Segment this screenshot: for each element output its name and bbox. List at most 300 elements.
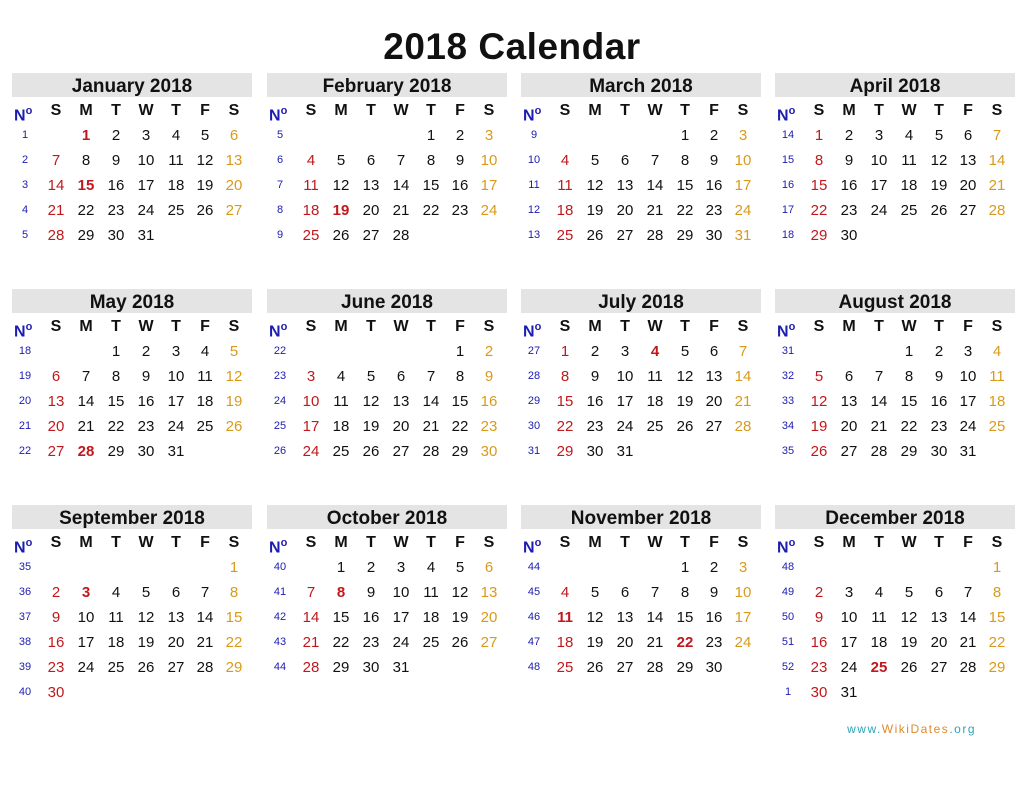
day-cell: 21 — [422, 418, 440, 435]
month-title: September 2018 — [12, 505, 252, 529]
day-cell: 14 — [646, 177, 664, 194]
day-cell: 16 — [451, 177, 469, 194]
weekday-header: T — [680, 318, 690, 335]
week-number: 6 — [276, 154, 284, 166]
day-cell: 15 — [77, 177, 95, 194]
day-cell: 17 — [480, 177, 498, 194]
week-number-header — [267, 101, 299, 125]
day-cell: 3 — [141, 127, 151, 144]
week-number-header — [521, 533, 553, 557]
day-cell: 29 — [810, 227, 828, 244]
day-cell: 30 — [810, 684, 828, 701]
day-cell: 24 — [167, 418, 185, 435]
week-number: 50 — [781, 611, 795, 623]
day-cell: 9 — [709, 152, 719, 169]
day-cell: 14 — [422, 393, 440, 410]
day-cell: 16 — [586, 393, 604, 410]
day-cell: 15 — [225, 609, 243, 626]
day-cell: 9 — [934, 368, 944, 385]
weekday-header: M — [334, 318, 348, 335]
day-cell: 4 — [171, 127, 181, 144]
day-cell: 28 — [302, 659, 320, 676]
week-number: 26 — [273, 445, 287, 457]
month-july — [521, 289, 761, 489]
day-cell: 16 — [705, 609, 723, 626]
day-cell: 4 — [904, 127, 914, 144]
day-cell: 10 — [480, 152, 498, 169]
week-number-header-sup: o — [788, 105, 796, 117]
day-cell: 5 — [455, 559, 465, 576]
day-cell: 11 — [901, 152, 917, 169]
day-cell: 6 — [366, 152, 376, 169]
day-cell: 7 — [51, 152, 61, 169]
day-cell: 31 — [167, 443, 185, 460]
day-cell: 12 — [196, 152, 214, 169]
week-number: 37 — [18, 611, 32, 623]
day-cell: 18 — [556, 634, 574, 651]
day-cell: 12 — [225, 368, 243, 385]
day-cell: 5 — [336, 152, 346, 169]
week-number-header-sup: o — [534, 105, 542, 117]
day-cell: 23 — [705, 634, 723, 651]
day-cell: 3 — [171, 343, 181, 360]
day-cell: 21 — [392, 202, 410, 219]
weekday-header: T — [680, 102, 690, 119]
day-cell: 3 — [396, 559, 406, 576]
day-cell: 11 — [303, 177, 319, 194]
day-cell: 2 — [709, 127, 719, 144]
weekday-header: T — [934, 318, 944, 335]
day-cell: 3 — [738, 559, 748, 576]
week-number: 42 — [273, 611, 287, 623]
week-number: 3 — [21, 179, 29, 191]
day-cell: 28 — [646, 227, 664, 244]
week-number-header-sup: o — [534, 321, 542, 333]
weekday-header: F — [200, 102, 210, 119]
day-cell: 11 — [168, 152, 184, 169]
week-number: 47 — [527, 636, 541, 648]
week-number: 24 — [273, 395, 287, 407]
day-cell: 3 — [81, 584, 91, 601]
weekday-header: T — [874, 102, 884, 119]
day-cell: 10 — [167, 368, 185, 385]
day-cell: 1 — [111, 343, 121, 360]
day-cell: 21 — [988, 177, 1006, 194]
day-cell: 11 — [557, 177, 573, 194]
week-number: 2 — [21, 154, 29, 166]
day-cell: 17 — [167, 393, 185, 410]
day-cell: 9 — [484, 368, 494, 385]
day-cell: 14 — [988, 152, 1006, 169]
week-number-header-letter: N — [777, 539, 789, 557]
day-cell: 18 — [107, 634, 125, 651]
weekday-header: F — [200, 534, 210, 551]
month-february — [267, 73, 507, 273]
day-cell: 4 — [992, 343, 1002, 360]
day-cell: 27 — [480, 634, 498, 651]
day-cell: 16 — [840, 177, 858, 194]
day-cell: 24 — [137, 202, 155, 219]
day-cell: 26 — [810, 443, 828, 460]
day-cell: 27 — [362, 227, 380, 244]
weekday-header: M — [842, 534, 856, 551]
week-number: 29 — [527, 395, 541, 407]
day-cell: 8 — [904, 368, 914, 385]
weekday-header: S — [228, 318, 240, 335]
day-cell: 4 — [336, 368, 346, 385]
day-cell: 2 — [111, 127, 121, 144]
day-cell: 17 — [959, 393, 977, 410]
week-number-header-sup: o — [25, 105, 33, 117]
day-cell: 12 — [930, 152, 948, 169]
day-cell: 13 — [616, 177, 634, 194]
day-cell: 15 — [988, 609, 1006, 626]
day-cell: 18 — [302, 202, 320, 219]
day-cell: 9 — [814, 609, 824, 626]
day-cell: 27 — [930, 659, 948, 676]
day-cell: 13 — [959, 152, 977, 169]
weekday-header: T — [934, 102, 944, 119]
weekday-header: T — [171, 102, 181, 119]
day-cell: 22 — [900, 418, 918, 435]
day-cell: 8 — [426, 152, 436, 169]
month-title: December 2018 — [775, 505, 1015, 529]
day-cell: 16 — [107, 177, 125, 194]
week-number-header-letter: N — [14, 539, 26, 557]
day-cell: 19 — [362, 418, 380, 435]
day-cell: 25 — [196, 418, 214, 435]
day-cell: 17 — [302, 418, 320, 435]
day-cell: 5 — [590, 584, 600, 601]
day-cell: 6 — [620, 584, 630, 601]
day-cell: 3 — [874, 127, 884, 144]
day-cell: 2 — [934, 343, 944, 360]
day-cell: 7 — [874, 368, 884, 385]
month-title: July 2018 — [521, 289, 761, 313]
weekday-header: M — [79, 534, 93, 551]
day-cell: 26 — [900, 659, 918, 676]
week-number-header-letter: N — [269, 323, 281, 341]
weekday-header: M — [588, 534, 602, 551]
weekday-header: S — [991, 102, 1003, 119]
week-number-header — [12, 317, 44, 341]
weekday-header: F — [709, 102, 719, 119]
weekday-header: T — [620, 318, 630, 335]
week-number: 15 — [781, 154, 795, 166]
weekday-header: T — [171, 534, 181, 551]
day-cell: 12 — [586, 609, 604, 626]
day-cell: 7 — [200, 584, 210, 601]
day-cell: 13 — [616, 609, 634, 626]
day-cell: 4 — [426, 559, 436, 576]
day-cell: 26 — [196, 202, 214, 219]
weekday-header: S — [483, 318, 495, 335]
week-number: 19 — [18, 370, 32, 382]
day-cell: 27 — [959, 202, 977, 219]
day-cell: 6 — [171, 584, 181, 601]
month-june — [267, 289, 507, 489]
week-number-header — [267, 317, 299, 341]
day-cell: 27 — [705, 418, 723, 435]
week-number: 36 — [18, 586, 32, 598]
day-cell: 17 — [77, 634, 95, 651]
day-cell: 9 — [51, 609, 61, 626]
week-number: 40 — [18, 686, 32, 698]
week-number: 7 — [276, 179, 284, 191]
week-number: 44 — [527, 561, 541, 573]
day-cell: 20 — [616, 634, 634, 651]
day-cell: 1 — [229, 559, 239, 576]
day-cell: 27 — [47, 443, 65, 460]
day-cell: 23 — [451, 202, 469, 219]
day-cell: 4 — [560, 584, 570, 601]
day-cell: 21 — [646, 634, 664, 651]
day-cell: 15 — [422, 177, 440, 194]
day-cell: 7 — [396, 152, 406, 169]
month-title: November 2018 — [521, 505, 761, 529]
day-cell: 16 — [705, 177, 723, 194]
weekday-header: S — [991, 318, 1003, 335]
day-cell: 1 — [992, 559, 1002, 576]
day-cell: 23 — [47, 659, 65, 676]
day-cell: 8 — [81, 152, 91, 169]
day-cell: 25 — [107, 659, 125, 676]
week-number-header-sup: o — [25, 537, 33, 549]
day-cell: 2 — [366, 559, 376, 576]
day-cell: 24 — [302, 443, 320, 460]
day-cell: 29 — [900, 443, 918, 460]
day-cell: 12 — [676, 368, 694, 385]
day-cell: 11 — [423, 584, 439, 601]
day-cell: 14 — [734, 368, 752, 385]
month-september — [12, 505, 252, 705]
day-cell: 2 — [709, 559, 719, 576]
day-cell: 21 — [77, 418, 95, 435]
week-number-header-sup: o — [280, 105, 288, 117]
day-cell: 2 — [484, 343, 494, 360]
day-cell: 12 — [810, 393, 828, 410]
day-cell: 18 — [167, 177, 185, 194]
week-number: 27 — [527, 345, 541, 357]
day-cell: 7 — [738, 343, 748, 360]
week-number: 35 — [781, 445, 795, 457]
day-cell: 30 — [47, 684, 65, 701]
week-number: 30 — [527, 420, 541, 432]
day-cell: 14 — [646, 609, 664, 626]
weekday-header: W — [647, 534, 663, 551]
month-title: June 2018 — [267, 289, 507, 313]
day-cell: 12 — [586, 177, 604, 194]
weekday-header: W — [647, 102, 663, 119]
day-cell: 31 — [137, 227, 155, 244]
day-cell: 6 — [963, 127, 973, 144]
day-cell: 18 — [422, 609, 440, 626]
week-number: 51 — [781, 636, 795, 648]
day-cell: 22 — [332, 634, 350, 651]
day-cell: 30 — [480, 443, 498, 460]
week-number-header-letter: N — [523, 539, 535, 557]
day-cell: 20 — [840, 418, 858, 435]
week-number-header — [12, 101, 44, 125]
day-cell: 22 — [422, 202, 440, 219]
day-cell: 4 — [111, 584, 121, 601]
day-cell: 22 — [451, 418, 469, 435]
day-cell: 13 — [225, 152, 243, 169]
day-cell: 21 — [870, 418, 888, 435]
weekday-header: T — [934, 534, 944, 551]
week-number: 35 — [18, 561, 32, 573]
day-cell: 25 — [302, 227, 320, 244]
weekday-header: S — [483, 534, 495, 551]
day-cell: 23 — [362, 634, 380, 651]
week-number: 5 — [276, 129, 284, 141]
weekday-header: M — [588, 102, 602, 119]
website-footer — [847, 722, 976, 736]
weekday-header: W — [138, 318, 154, 335]
day-cell: 25 — [900, 202, 918, 219]
week-number: 9 — [530, 129, 538, 141]
day-cell: 3 — [738, 127, 748, 144]
page-title: 2018 Calendar — [383, 26, 641, 67]
day-cell: 4 — [560, 152, 570, 169]
weekday-header: M — [842, 102, 856, 119]
day-cell: 20 — [362, 202, 380, 219]
month-august — [775, 289, 1015, 489]
day-cell: 2 — [455, 127, 465, 144]
day-cell: 11 — [557, 609, 573, 626]
day-cell: 19 — [586, 202, 604, 219]
day-cell: 1 — [680, 127, 690, 144]
day-cell: 22 — [810, 202, 828, 219]
day-cell: 25 — [556, 659, 574, 676]
day-cell: 23 — [930, 418, 948, 435]
day-cell: 16 — [362, 609, 380, 626]
week-number-header-letter: N — [777, 323, 789, 341]
month-title: January 2018 — [12, 73, 252, 97]
day-cell: 11 — [647, 368, 663, 385]
day-cell: 15 — [556, 393, 574, 410]
day-cell: 10 — [616, 368, 634, 385]
week-number: 23 — [273, 370, 287, 382]
day-cell: 25 — [988, 418, 1006, 435]
day-cell: 29 — [77, 227, 95, 244]
day-cell: 23 — [840, 202, 858, 219]
weekday-header: S — [559, 318, 571, 335]
day-cell: 31 — [840, 684, 858, 701]
day-cell: 19 — [196, 177, 214, 194]
day-cell: 9 — [455, 152, 465, 169]
day-cell: 17 — [616, 393, 634, 410]
day-cell: 2 — [590, 343, 600, 360]
week-number: 17 — [781, 204, 795, 216]
day-cell: 24 — [734, 634, 752, 651]
weekday-header: S — [813, 318, 825, 335]
day-cell: 21 — [302, 634, 320, 651]
day-cell: 6 — [484, 559, 494, 576]
day-cell: 1 — [680, 559, 690, 576]
day-cell: 31 — [959, 443, 977, 460]
week-number-header — [521, 317, 553, 341]
month-title: August 2018 — [775, 289, 1015, 313]
week-number: 34 — [781, 420, 795, 432]
weekday-header: S — [228, 102, 240, 119]
day-cell: 20 — [167, 634, 185, 651]
day-cell: 19 — [810, 418, 828, 435]
day-cell: 5 — [229, 343, 239, 360]
weekday-header: S — [737, 318, 749, 335]
week-number: 12 — [527, 204, 541, 216]
day-cell: 7 — [963, 584, 973, 601]
day-cell: 27 — [840, 443, 858, 460]
day-cell: 17 — [392, 609, 410, 626]
day-cell: 31 — [734, 227, 752, 244]
day-cell: 10 — [77, 609, 95, 626]
day-cell: 3 — [620, 343, 630, 360]
day-cell: 29 — [676, 227, 694, 244]
day-cell: 13 — [930, 609, 948, 626]
day-cell: 7 — [426, 368, 436, 385]
day-cell: 5 — [366, 368, 376, 385]
day-cell: 26 — [451, 634, 469, 651]
day-cell: 18 — [556, 202, 574, 219]
footer-prefix: www. — [847, 722, 882, 736]
day-cell: 18 — [646, 393, 664, 410]
day-cell: 15 — [900, 393, 918, 410]
day-cell: 8 — [455, 368, 465, 385]
weekday-header: F — [455, 318, 465, 335]
day-cell: 17 — [870, 177, 888, 194]
day-cell: 8 — [229, 584, 239, 601]
day-cell: 10 — [840, 609, 858, 626]
day-cell: 28 — [392, 227, 410, 244]
day-cell: 13 — [840, 393, 858, 410]
weekday-header: S — [305, 534, 317, 551]
day-cell: 18 — [900, 177, 918, 194]
week-number: 14 — [781, 129, 795, 141]
day-cell: 14 — [47, 177, 65, 194]
week-number: 48 — [781, 561, 795, 573]
week-number: 21 — [18, 420, 32, 432]
day-cell: 5 — [904, 584, 914, 601]
day-cell: 26 — [137, 659, 155, 676]
day-cell: 24 — [870, 202, 888, 219]
day-cell: 26 — [930, 202, 948, 219]
weekday-header: S — [228, 534, 240, 551]
day-cell: 8 — [814, 152, 824, 169]
weekday-header: S — [50, 534, 62, 551]
week-number: 28 — [527, 370, 541, 382]
week-number: 48 — [527, 661, 541, 673]
day-cell: 30 — [137, 443, 155, 460]
weekday-header: F — [455, 534, 465, 551]
day-cell: 2 — [141, 343, 151, 360]
day-cell: 26 — [225, 418, 243, 435]
day-cell: 19 — [451, 609, 469, 626]
weekday-header: M — [588, 318, 602, 335]
day-cell: 11 — [108, 609, 124, 626]
day-cell: 25 — [167, 202, 185, 219]
day-cell: 6 — [51, 368, 61, 385]
day-cell: 30 — [705, 659, 723, 676]
month-may — [12, 289, 252, 489]
week-number: 20 — [18, 395, 32, 407]
week-number: 4 — [21, 204, 29, 216]
weekday-header: W — [901, 318, 917, 335]
week-number: 10 — [527, 154, 541, 166]
weekday-header: F — [200, 318, 210, 335]
weekday-header: F — [963, 102, 973, 119]
day-cell: 28 — [422, 443, 440, 460]
